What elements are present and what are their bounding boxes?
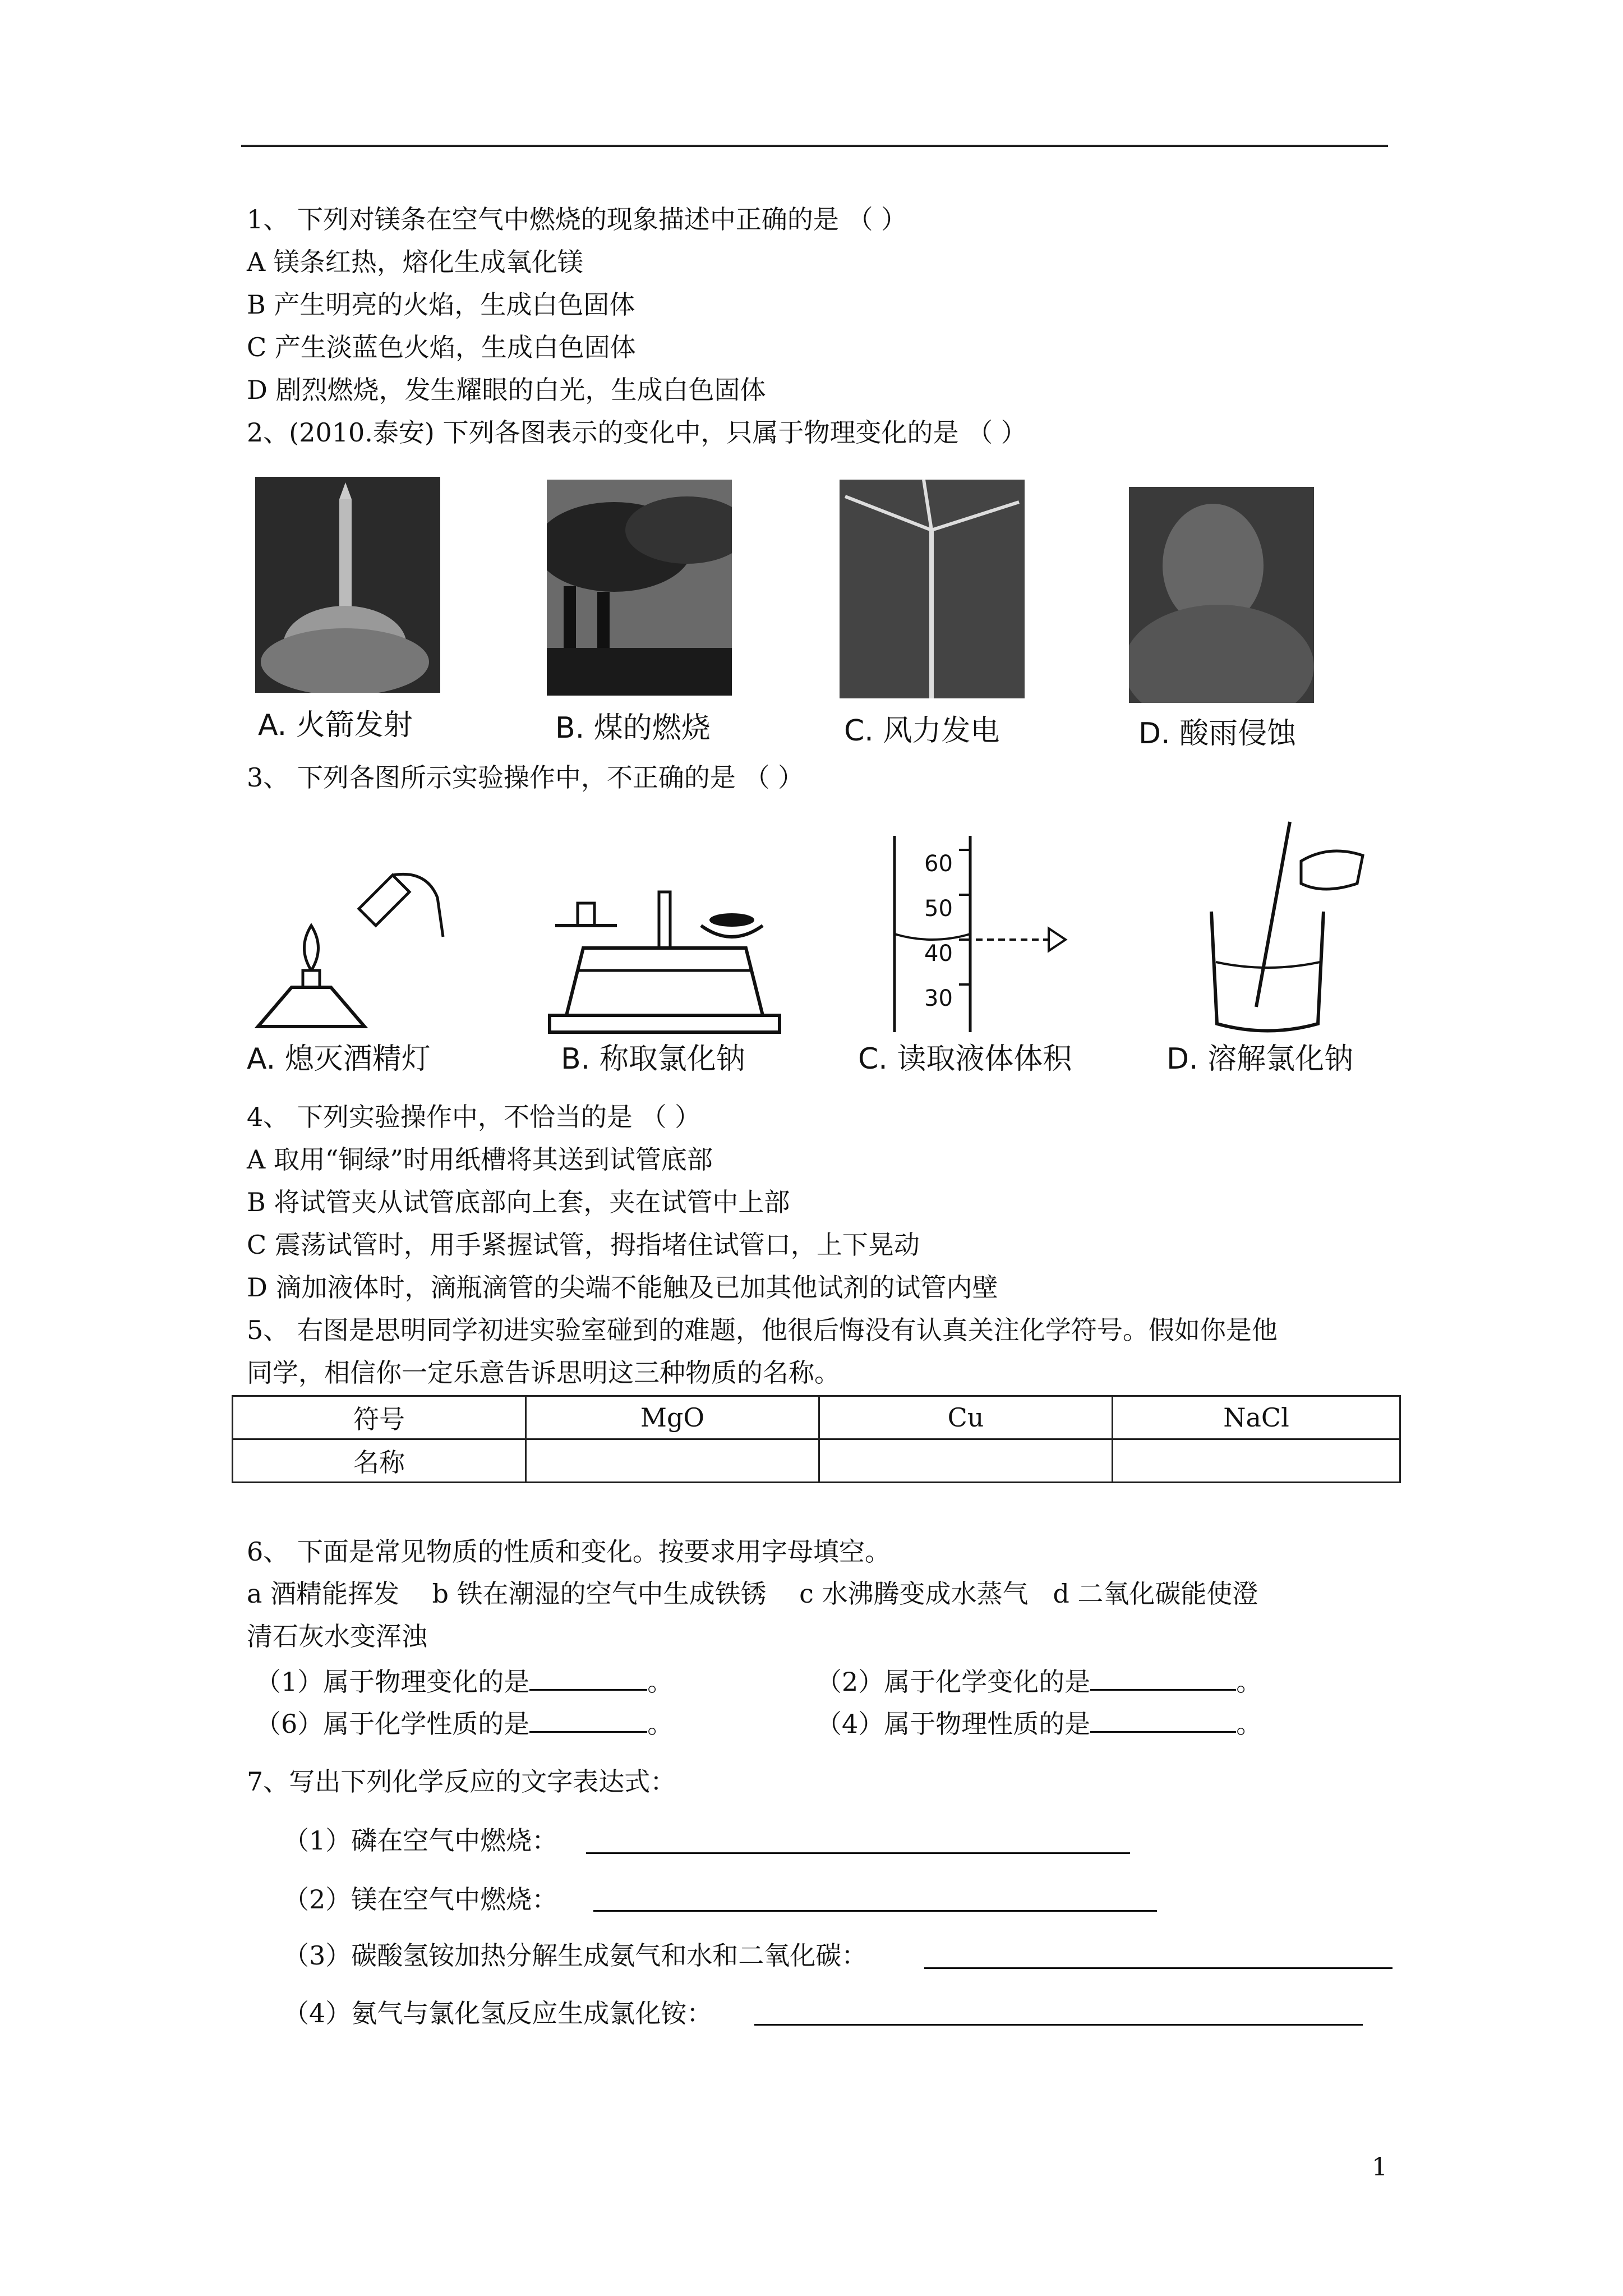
q6-blank-3-label: （6）属于化学性质的是 bbox=[255, 1709, 530, 1739]
q1-option-d: D 剧烈燃烧，发生耀眼的白光，生成白色固体 bbox=[247, 375, 766, 405]
q7-item-4: （4）氨气与氯化氢反应生成氯化铵： bbox=[283, 1998, 713, 2028]
beaker-stirring-figure bbox=[1200, 816, 1368, 1041]
q6-blank-1-field[interactable] bbox=[529, 1663, 647, 1691]
table-header-symbol: 符号 bbox=[233, 1396, 526, 1439]
alcohol-lamp-figure bbox=[247, 864, 465, 1038]
q4-option-b: B 将试管夹从试管底部向上套，夹在试管中上部 bbox=[247, 1187, 790, 1217]
symbol-cu: Cu bbox=[819, 1396, 1113, 1439]
table-row bbox=[233, 1396, 1400, 1439]
rocket-launch-photo bbox=[255, 477, 440, 693]
q4-option-d: D 滴加液体时，滴瓶滴管的尖端不能触及已加其他试剂的试管内壁 bbox=[247, 1272, 998, 1303]
q6-blank-4-field[interactable] bbox=[1090, 1705, 1236, 1733]
q6-blank-3-field[interactable] bbox=[529, 1705, 647, 1733]
q1-option-a: A 镁条红热，熔化生成氧化镁 bbox=[247, 247, 583, 277]
q1-option-c: C 产生淡蓝色火焰，生成白色固体 bbox=[247, 332, 636, 362]
q2-stem: 2、(2010.泰安) 下列各图表示的变化中，只属于物理变化的是 （ ） bbox=[247, 417, 1027, 448]
q1-option-b: B 产生明亮的火焰，生成白色固体 bbox=[247, 289, 635, 320]
symbol-nacl: NaCl bbox=[1113, 1396, 1400, 1439]
q7-answer-line-2[interactable] bbox=[593, 1910, 1157, 1912]
symbol-mgo: MgO bbox=[526, 1396, 819, 1439]
q7-stem: 7、写出下列化学反应的文字表达式： bbox=[247, 1766, 676, 1797]
header-rule bbox=[241, 145, 1388, 147]
q7-answer-line-4[interactable] bbox=[754, 2024, 1363, 2026]
q2-caption-c: C. 风力发电 bbox=[844, 714, 1000, 748]
q7-item-3: （3）碳酸氢铵加热分解生成氨气和水和二氧化碳： bbox=[283, 1940, 868, 1971]
q5-stem-line1: 5、 右图是思明同学初进实验室碰到的难题，他很后悔没有认真关注化学符号。假如你是他 bbox=[247, 1315, 1278, 1345]
q6-blank-4 bbox=[816, 1705, 1262, 1741]
q6-blank-2-label: （2）属于化学变化的是 bbox=[816, 1667, 1091, 1697]
q7-answer-line-3[interactable] bbox=[924, 1967, 1393, 1969]
symbol-table bbox=[232, 1395, 1401, 1483]
q7-item-1: （1）磷在空气中燃烧： bbox=[283, 1825, 558, 1856]
q3-caption-c: C. 读取液体体积 bbox=[858, 1042, 1072, 1076]
q7-item-2: （2）镁在空气中燃烧： bbox=[283, 1884, 558, 1915]
tick-60: 60 bbox=[924, 851, 953, 877]
q6-blank-3-end: 。 bbox=[647, 1709, 674, 1739]
q6-items-line2: 清石灰水变浑浊 bbox=[247, 1621, 427, 1651]
q3-stem: 3、 下列各图所示实验操作中，不正确的是 （ ） bbox=[247, 762, 804, 793]
q6-blank-4-end: 。 bbox=[1236, 1709, 1262, 1739]
q3-caption-b: B. 称取氯化钠 bbox=[561, 1042, 745, 1076]
table-header-name: 名称 bbox=[233, 1439, 526, 1483]
q6-blank-2-field[interactable] bbox=[1090, 1663, 1236, 1691]
q2-caption-b: B. 煤的燃烧 bbox=[555, 711, 711, 745]
q6-blank-2-end: 。 bbox=[1236, 1667, 1262, 1697]
q7-answer-line-1[interactable] bbox=[586, 1852, 1130, 1854]
name-nacl-cell[interactable] bbox=[1113, 1439, 1400, 1483]
graduated-cylinder-figure bbox=[880, 830, 1082, 1038]
q3-caption-d: D. 溶解氯化钠 bbox=[1166, 1042, 1354, 1076]
q1-stem: 1、 下列对镁条在空气中燃烧的现象描述中正确的是 （ ） bbox=[247, 204, 907, 234]
q4-option-a: A 取用“铜绿”时用纸槽将其送到试管底部 bbox=[247, 1144, 713, 1175]
q4-option-c: C 震荡试管时，用手紧握试管，拇指堵住试管口，上下晃动 bbox=[247, 1230, 920, 1260]
tick-40: 40 bbox=[924, 941, 953, 967]
name-mgo-cell[interactable] bbox=[526, 1439, 819, 1483]
tick-50: 50 bbox=[924, 896, 953, 922]
table-row bbox=[233, 1439, 1400, 1483]
page-number: 1 bbox=[1372, 2153, 1387, 2182]
q4-stem: 4、 下列实验操作中，不恰当的是 （ ） bbox=[247, 1102, 701, 1132]
q6-blank-1-label: （1）属于物理变化的是 bbox=[255, 1667, 530, 1697]
q5-stem-line2: 同学，相信你一定乐意告诉思明这三种物质的名称。 bbox=[247, 1358, 840, 1388]
cylinder-tick-labels bbox=[924, 841, 953, 1021]
name-cu-cell[interactable] bbox=[819, 1439, 1113, 1483]
q6-blank-4-label: （4）属于物理性质的是 bbox=[816, 1709, 1091, 1739]
balance-figure bbox=[544, 875, 785, 1038]
q6-items-line1: a 酒精能挥发 b 铁在潮湿的空气中生成铁锈 c 水沸腾变成水蒸气 d 二氧化碳能使澄 bbox=[247, 1579, 1258, 1609]
q2-caption-a: A. 火箭发射 bbox=[258, 708, 413, 742]
q6-stem: 6、 下面是常见物质的性质和变化。按要求用字母填空。 bbox=[247, 1536, 891, 1567]
q6-blank-1 bbox=[255, 1663, 673, 1699]
tick-30: 30 bbox=[924, 986, 953, 1011]
q6-blank-3 bbox=[255, 1705, 673, 1741]
q2-caption-d: D. 酸雨侵蚀 bbox=[1138, 717, 1297, 751]
wind-power-photo bbox=[840, 480, 1025, 698]
coal-burning-photo bbox=[547, 480, 732, 696]
q6-blank-1-end: 。 bbox=[647, 1667, 674, 1697]
q6-blank-2 bbox=[816, 1663, 1262, 1699]
q3-caption-a: A. 熄灭酒精灯 bbox=[247, 1042, 431, 1076]
acid-rain-statue-photo bbox=[1129, 487, 1314, 703]
